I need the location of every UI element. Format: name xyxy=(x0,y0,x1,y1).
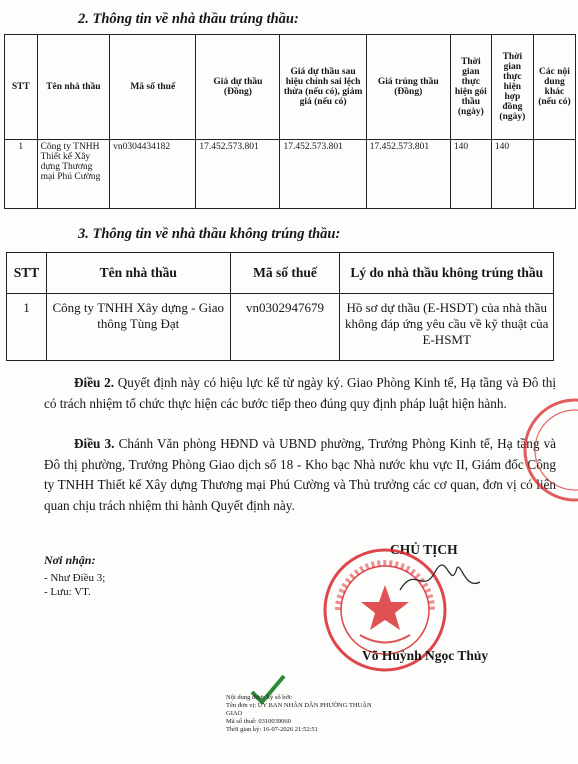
cell-package-duration: 140 xyxy=(450,140,491,209)
cell-stt: 1 xyxy=(5,140,38,209)
section3-heading: 3. Thông tin về nhà thầu không trúng thầu: xyxy=(78,226,341,242)
cell-reason: Hồ sơ dự thầu (E-HSDT) của nhà thầu không đáp ứng yêu cầu về kỹ thuật của E-HSMT xyxy=(340,294,554,361)
col-header: STT xyxy=(5,35,38,140)
signer-name: Võ Huỳnh Ngọc Thủy xyxy=(362,648,489,663)
col-header: Giá dự thầu (Đồng) xyxy=(196,35,280,140)
signer-title: CHỦ TỊCH xyxy=(390,542,458,557)
digital-sig-line: Nội dung được ký số bởi: xyxy=(226,694,293,701)
table-header-row xyxy=(7,253,554,294)
section2-heading: 2. Thông tin về nhà thầu trúng thầu: xyxy=(78,11,299,27)
col-header: Lý do nhà thầu không trúng thầu xyxy=(340,253,554,294)
losing-bidder-table xyxy=(6,252,554,361)
col-header: Giá dự thầu sau hiệu chỉnh sai lệch thừa (nếu có), giảm giá (nếu có) xyxy=(280,35,366,140)
cell-other xyxy=(533,140,575,209)
recipients-title: Nơi nhận: xyxy=(44,553,96,567)
recipient-item: - Lưu: VT. xyxy=(44,586,91,598)
cell-tax-code: vn0304434182 xyxy=(110,140,196,209)
digital-sig-line: Thời gian ký: 16-07-2026 21:52:51 xyxy=(226,726,318,733)
col-header: Tên nhà thầu xyxy=(37,35,110,140)
cell-contract-duration: 140 xyxy=(491,140,533,209)
article-3-text: Chánh Văn phòng HĐND và UBND phường, Trưởng Phòng Kinh tế, Hạ tầng và Đô thị phường, Trưởng Phòng Giao dịch số 18 - Kho bạc Nhà nước khu vực II, Giám đốc Công ty TNHH Thiết kế Xây dựng Thương mại Phú Cường và Thủ trưởng các cơ quan, đơn vị có liên quan chịu trách nhiệm thi hành Quyết định này. xyxy=(44,436,557,513)
winning-bidder-table xyxy=(4,34,576,209)
col-header: Tên nhà thầu xyxy=(46,253,230,294)
cell-bid-price: 17.452.573.801 xyxy=(196,140,280,209)
edge-stamp xyxy=(520,395,578,505)
table-header-row xyxy=(5,35,576,140)
digital-sig-line: Tên đơn vị: ỦY BAN NHÂN DÂN PHƯỜNG THUẬN GIAO xyxy=(226,702,372,717)
cell-adjusted-price: 17.452.573.801 xyxy=(280,140,366,209)
article-2 xyxy=(44,373,556,414)
recipient-item: - Như Điều 3; xyxy=(44,572,106,584)
cell-tax-code: vn0302947679 xyxy=(230,294,340,361)
col-header: Thời gian thực hiện hợp đồng (ngày) xyxy=(491,35,533,140)
col-header: Thời gian thực hiện gói thầu (ngày) xyxy=(450,35,491,140)
col-header: STT xyxy=(7,253,47,294)
article-3 xyxy=(44,434,556,516)
col-header: Các nội dung khác (nếu có) xyxy=(533,35,575,140)
col-header: Mã số thuế xyxy=(230,253,340,294)
article-2-label: Điều 2. xyxy=(74,375,115,390)
digital-sig-line: Mã số thuế: 0310039060 xyxy=(226,718,291,725)
table-row xyxy=(7,294,554,361)
col-header: Giá trúng thầu (Đồng) xyxy=(366,35,450,140)
cell-winning-price: 17.452.573.801 xyxy=(366,140,450,209)
handwritten-signature xyxy=(395,560,485,600)
cell-bidder-name: Công ty TNHH Thiết kế Xây dựng Thương mại Phú Cường xyxy=(37,140,110,209)
table-row xyxy=(5,140,576,209)
article-2-text: Quyết định này có hiệu lực kể từ ngày ký. Giao Phòng Kinh tế, Hạ tầng và Đô thị có trách nhiệm tổ chức thực hiện các bước tiếp theo đúng quy định pháp luật hiện hành. xyxy=(44,375,557,411)
cell-stt: 1 xyxy=(7,294,47,361)
col-header: Mã số thuế xyxy=(110,35,196,140)
cell-bidder-name: Công ty TNHH Xây dựng - Giao thông Tùng Đạt xyxy=(46,294,230,361)
article-3-label: Điều 3. xyxy=(74,436,115,451)
